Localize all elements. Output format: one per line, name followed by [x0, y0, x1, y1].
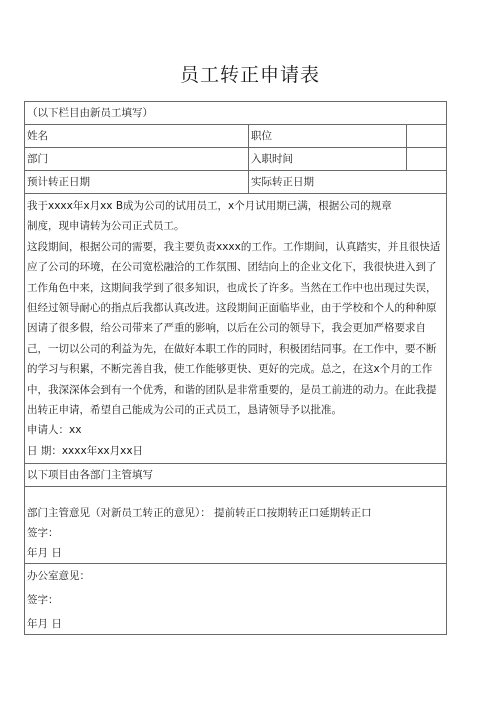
office-opinion-label: 办公室意见： — [27, 570, 90, 583]
manager-date-label: 年月 日 — [27, 547, 62, 560]
entry-date-value-cell[interactable] — [407, 148, 447, 171]
dept-label: 部门 — [25, 148, 249, 171]
statement-line-2: 制度，现申请转为公司正式员工。 — [27, 220, 185, 233]
expected-date-label: 预计转正日期 — [25, 171, 249, 194]
name-label: 姓名 — [25, 125, 249, 148]
application-date-line: 日 期：xxxx年xx月xx日 — [27, 444, 144, 457]
position-label: 职位 — [249, 125, 407, 148]
manager-opinion-label: 部门主管意见（对新员工转正的意见）： 提前转正口按期转正口延期转正口 — [27, 507, 372, 520]
application-statement — [25, 194, 447, 464]
manager-sign-label: 签字： — [27, 527, 59, 540]
statement-line-1: 我于xxxx年x月xx B成为公司的试用员工，x个月试用期已满，根据公司的规章 — [27, 200, 392, 212]
entry-date-label: 入职时间 — [249, 148, 407, 171]
employee-section-note: （以下栏目由新员工填写） — [25, 102, 447, 125]
office-opinion-cell[interactable] — [25, 564, 447, 635]
application-form-table — [24, 101, 447, 635]
position-value-cell[interactable] — [407, 125, 447, 148]
statement-body: 这段期间，根据公司的需要，我主要负责xxxx的工作。工作期间，认真踏实，并且很快适应了公司的环境，在公司宽松融洽的工作氛围、团结向上的企业文化下，我很快进入到了工作角色中来，这期间我学到了很多知识，也成长了许多。当然在工作中也出现过失误，但经过领导耐心的指点后我都认真改进。这段期间正面临毕业，由于学校和个人的种种原因请了很多假，给公司带来了严重的影响，以后在公司的领导下，我会更加严格要求自己，一切以公司的利益为先，在做好本职工作的同时，积极团结同事。在工作中，要不断的学习与积累，不断完善自我，使工作能够更快、更好的完成。总之，在这x个月的工作中，我深深体会到有一个优秀，和谐的团队是非常重要的，是员工前进的动力。在此我提出转正申请，希望自己能成为公司的正式员工，恳请领导予以批准。 — [27, 240, 441, 417]
actual-date-label: 实际转正日期 — [249, 171, 447, 194]
applicant-line: 申请人：xx — [27, 424, 82, 437]
office-date-label: 年月 日 — [27, 618, 62, 631]
office-sign-label: 签字： — [27, 594, 59, 607]
form-title: 员工转正申请表 — [179, 64, 320, 86]
manager-opinion-cell[interactable] — [25, 487, 447, 564]
manager-section-header: 以下项目由各部门主管填写 — [25, 464, 447, 487]
